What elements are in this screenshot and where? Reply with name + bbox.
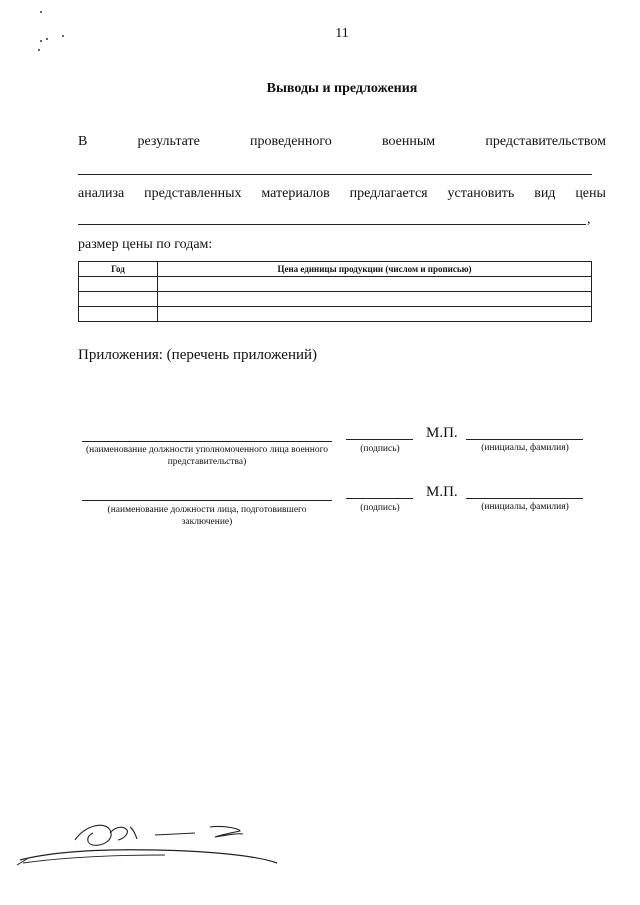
paragraph-line-1: [78, 134, 606, 150]
paragraph-word: представленных: [144, 186, 242, 201]
table-cell: [158, 307, 592, 322]
paragraph-word: материалов: [261, 186, 330, 201]
position-line: [82, 500, 332, 501]
stamp-place: М.П.: [426, 425, 458, 441]
table-cell: [158, 277, 592, 292]
table-row: [79, 277, 592, 292]
price-table: [78, 261, 592, 322]
appendix-list: Приложения: (перечень приложений): [78, 347, 318, 363]
paragraph-word: анализа: [78, 186, 125, 201]
signature-line: [346, 439, 413, 440]
position-caption: (наименование должности уполномоченного лица военного представительства): [85, 445, 328, 467]
fill-in-line: [78, 224, 586, 225]
paragraph-line-3: размер цены по годам:: [78, 237, 213, 252]
table-cell: [79, 277, 158, 292]
table-cell: [158, 292, 592, 307]
paragraph-word: представительством: [485, 134, 606, 149]
paragraph-word: результате: [137, 134, 200, 149]
paragraph-word: цены: [575, 186, 606, 201]
page-number: 11: [335, 26, 349, 41]
name-line: [466, 439, 583, 440]
stamp-place: М.П.: [426, 484, 458, 500]
paragraph-word: военным: [382, 134, 436, 149]
paragraph-word: установить: [447, 186, 515, 201]
position-caption: (наименование должности лица, подготовившего заключение): [107, 505, 307, 527]
position-line: [82, 441, 332, 442]
table-row: [79, 307, 592, 322]
name-caption: (инициалы, фамилия): [481, 502, 569, 512]
name-line: [466, 498, 583, 499]
table-cell: [79, 307, 158, 322]
handwritten-initials: [15, 815, 285, 875]
scan-speck: [38, 49, 40, 51]
column-header-price: Цена единицы продукции (числом и прописью): [158, 262, 592, 277]
paragraph-line-2: [78, 186, 606, 202]
signature-caption: (подпись): [360, 444, 400, 454]
paragraph-word: вид: [534, 186, 556, 201]
paragraph-word: В: [78, 134, 88, 149]
table-row: [79, 292, 592, 307]
paragraph-word: предлагается: [349, 186, 428, 201]
scan-speck: [40, 11, 42, 13]
fill-in-line: [78, 174, 592, 175]
table-header-row: [79, 262, 592, 277]
line-end-comma: ,: [587, 212, 591, 227]
paragraph-word: проведенного: [250, 134, 332, 149]
signature-line: [346, 498, 413, 499]
signature-caption: (подпись): [360, 503, 400, 513]
name-caption: (инициалы, фамилия): [481, 443, 569, 453]
section-title: Выводы и предложения: [266, 81, 418, 96]
column-header-year: Год: [79, 262, 158, 277]
table-cell: [79, 292, 158, 307]
